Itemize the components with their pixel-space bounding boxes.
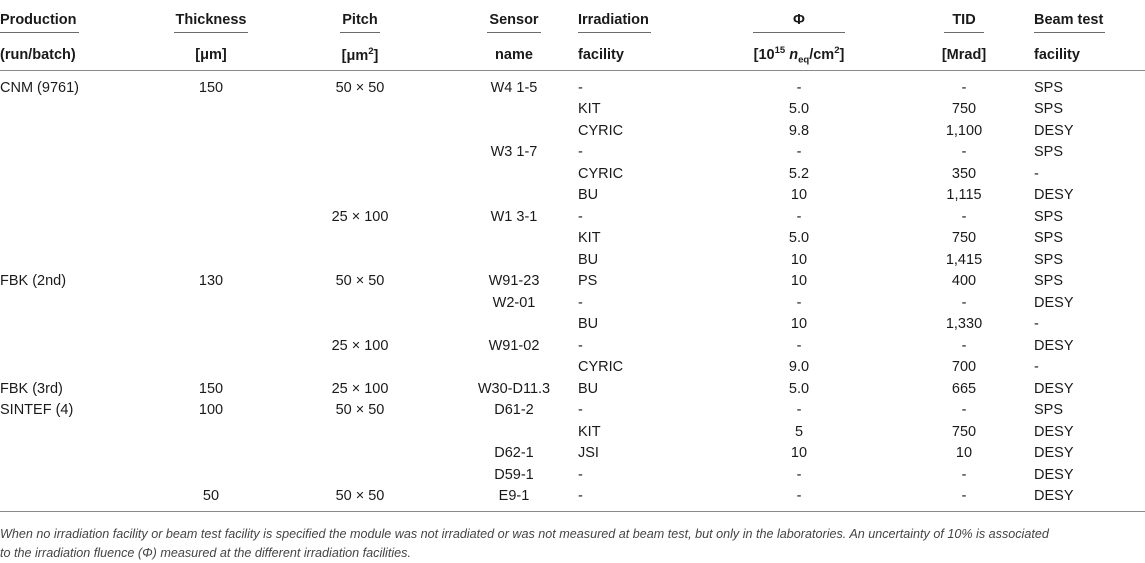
cell-production: FBK (2nd) bbox=[0, 273, 67, 290]
cell-irradiation: BU bbox=[578, 251, 599, 268]
cell-beam-test: DESY bbox=[1034, 187, 1074, 204]
table-row bbox=[0, 314, 1145, 336]
cell-pitch: 25 × 100 bbox=[331, 337, 389, 354]
cell-pitch bbox=[270, 292, 450, 314]
cell-irradiation: BU bbox=[578, 380, 599, 397]
cell-sensor bbox=[450, 163, 578, 185]
table-row bbox=[0, 443, 1145, 465]
cell-irradiation: - bbox=[578, 337, 583, 354]
cell-production: CNM (9761) bbox=[0, 79, 79, 96]
cell-tid: - bbox=[894, 486, 1034, 512]
table-row bbox=[0, 378, 1145, 400]
cell-phi: - bbox=[796, 294, 802, 311]
cell-thickness bbox=[152, 163, 270, 185]
cell-pitch bbox=[270, 357, 450, 379]
cell-phi: 5.0 bbox=[788, 101, 810, 118]
cell-thickness bbox=[152, 99, 270, 121]
cell-phi: 5.0 bbox=[788, 230, 810, 247]
header-tid-sub: [Mrad] bbox=[894, 40, 1034, 71]
cell-thickness bbox=[152, 142, 270, 164]
cell-thickness: 150 bbox=[198, 380, 224, 397]
table-row bbox=[0, 163, 1145, 185]
table-footnote bbox=[0, 525, 1140, 563]
cell-thickness bbox=[152, 206, 270, 228]
cell-beam-test: SPS bbox=[1034, 230, 1064, 247]
cell-pitch bbox=[270, 421, 450, 443]
header-phi: Φ bbox=[704, 0, 894, 40]
cell-phi: - bbox=[796, 144, 802, 161]
cell-production bbox=[0, 228, 152, 250]
table-row bbox=[0, 120, 1145, 142]
cell-production bbox=[0, 185, 152, 207]
cell-tid: 1,415 bbox=[945, 251, 983, 268]
header-thickness: Thickness bbox=[152, 0, 270, 40]
cell-beam-test: DESY bbox=[1034, 380, 1074, 397]
cell-production bbox=[0, 421, 152, 443]
cell-production bbox=[0, 314, 152, 336]
footnote-line-2: to the irradiation fluence (Φ) measured at the different irradiation facilities. bbox=[0, 546, 411, 560]
header-sensor-sub: name bbox=[450, 40, 578, 71]
cell-irradiation: JSI bbox=[578, 445, 599, 462]
cell-tid: 750 bbox=[951, 423, 977, 440]
cell-irradiation: CYRIC bbox=[578, 122, 624, 139]
cell-sensor: W30-D11.3 bbox=[477, 380, 551, 397]
cell-production bbox=[0, 142, 152, 164]
header-irradiation: Irradiation bbox=[578, 0, 704, 40]
cell-phi: 9.8 bbox=[788, 122, 810, 139]
cell-tid: 1,330 bbox=[945, 316, 983, 333]
cell-pitch: 50 × 50 bbox=[335, 273, 385, 290]
cell-beam-test: DESY bbox=[1034, 423, 1074, 440]
cell-sensor: W91-02 bbox=[488, 337, 540, 354]
cell-irradiation: - bbox=[578, 466, 583, 483]
cell-sensor: D62-1 bbox=[494, 445, 534, 462]
cell-production bbox=[0, 486, 152, 512]
cell-irradiation: CYRIC bbox=[578, 165, 624, 182]
cell-beam-test: SPS bbox=[1034, 402, 1064, 419]
header-sensor: Sensor bbox=[450, 0, 578, 40]
cell-production bbox=[0, 292, 152, 314]
cell-pitch bbox=[270, 120, 450, 142]
cell-tid: - bbox=[961, 79, 967, 96]
cell-pitch bbox=[270, 314, 450, 336]
cell-tid: 1,115 bbox=[946, 187, 982, 204]
cell-tid: - bbox=[961, 144, 967, 161]
cell-beam-test: - bbox=[1034, 359, 1039, 376]
table-row bbox=[0, 421, 1145, 443]
table-row bbox=[0, 228, 1145, 250]
cell-phi: - bbox=[704, 486, 894, 512]
cell-production: FBK (3rd) bbox=[0, 380, 63, 397]
cell-thickness bbox=[152, 292, 270, 314]
cell-thickness bbox=[152, 464, 270, 486]
cell-irradiation: BU bbox=[578, 316, 599, 333]
cell-phi: - bbox=[796, 208, 802, 225]
cell-pitch: 25 × 100 bbox=[331, 380, 389, 397]
cell-irradiation: - bbox=[578, 294, 583, 311]
cell-production bbox=[0, 357, 152, 379]
cell-phi: 10 bbox=[790, 316, 808, 333]
cell-phi: 5.2 bbox=[788, 165, 810, 182]
cell-tid: 750 bbox=[951, 230, 977, 247]
cell-thickness bbox=[152, 228, 270, 250]
cell-thickness bbox=[152, 314, 270, 336]
cell-tid: 1,100 bbox=[945, 122, 983, 139]
cell-thickness: 150 bbox=[198, 79, 224, 96]
cell-pitch bbox=[270, 142, 450, 164]
cell-phi: 10 bbox=[790, 187, 808, 204]
cell-beam-test: DESY bbox=[1034, 294, 1074, 311]
cell-phi: 10 bbox=[790, 273, 808, 290]
header-production: Production bbox=[0, 0, 152, 40]
cell-sensor bbox=[450, 99, 578, 121]
cell-pitch bbox=[270, 185, 450, 207]
header-row-2 bbox=[0, 40, 1145, 71]
cell-irradiation: KIT bbox=[578, 230, 601, 247]
cell-sensor: W2-01 bbox=[492, 294, 536, 311]
header-tid: TID bbox=[894, 0, 1034, 40]
cell-tid: - bbox=[961, 337, 967, 354]
table-row bbox=[0, 206, 1145, 228]
header-beam-test: Beam test bbox=[1034, 0, 1145, 40]
cell-pitch bbox=[270, 163, 450, 185]
cell-sensor: W3 1-7 bbox=[490, 144, 538, 161]
cell-production: SINTEF (4) bbox=[0, 402, 74, 419]
cell-irradiation: KIT bbox=[578, 101, 601, 118]
cell-sensor bbox=[450, 314, 578, 336]
cell-sensor: W91-23 bbox=[488, 273, 540, 290]
cell-sensor: D59-1 bbox=[494, 466, 534, 483]
cell-beam-test: DESY bbox=[1034, 337, 1074, 354]
table-row bbox=[0, 71, 1145, 99]
cell-tid: 750 bbox=[951, 101, 977, 118]
cell-phi: - bbox=[796, 402, 802, 419]
cell-pitch: 50 × 50 bbox=[270, 486, 450, 512]
cell-sensor: D61-2 bbox=[494, 402, 534, 419]
table-row bbox=[0, 271, 1145, 293]
cell-pitch: 50 × 50 bbox=[335, 79, 385, 96]
header-beam-sub: facility bbox=[1034, 40, 1145, 71]
cell-tid: - bbox=[961, 208, 967, 225]
cell-beam-test: SPS bbox=[1034, 101, 1064, 118]
cell-beam-test: SPS bbox=[1034, 79, 1064, 96]
table-row bbox=[0, 400, 1145, 422]
cell-sensor bbox=[450, 228, 578, 250]
cell-production bbox=[0, 249, 152, 271]
cell-tid: 400 bbox=[951, 273, 977, 290]
cell-production bbox=[0, 163, 152, 185]
table-row bbox=[0, 486, 1145, 512]
table-row bbox=[0, 292, 1145, 314]
cell-thickness bbox=[152, 249, 270, 271]
cell-irradiation: - bbox=[578, 486, 704, 512]
cell-thickness bbox=[152, 335, 270, 357]
cell-pitch bbox=[270, 443, 450, 465]
cell-pitch bbox=[270, 228, 450, 250]
cell-sensor bbox=[450, 249, 578, 271]
cell-sensor: E9-1 bbox=[450, 486, 578, 512]
cell-irradiation: - bbox=[578, 79, 583, 96]
cell-phi: 5 bbox=[794, 423, 804, 440]
cell-beam-test: SPS bbox=[1034, 208, 1064, 225]
cell-production bbox=[0, 120, 152, 142]
cell-pitch: 50 × 50 bbox=[335, 402, 385, 419]
cell-production bbox=[0, 99, 152, 121]
table-row bbox=[0, 357, 1145, 379]
header-row-1 bbox=[0, 0, 1145, 40]
cell-production bbox=[0, 443, 152, 465]
cell-irradiation: BU bbox=[578, 187, 599, 204]
cell-irradiation: - bbox=[578, 402, 583, 419]
header-pitch: Pitch bbox=[270, 0, 450, 40]
cell-beam-test: DESY bbox=[1034, 445, 1074, 462]
cell-phi: 10 bbox=[790, 251, 808, 268]
cell-tid: 700 bbox=[951, 359, 977, 376]
table-row bbox=[0, 185, 1145, 207]
cell-tid: - bbox=[961, 466, 967, 483]
footnote-line-1: When no irradiation facility or beam test facility is specified the module was not irradiated or was not measured at beam test, but only in the laboratories. An uncertainty of 10% is associated bbox=[0, 527, 1049, 541]
header-thickness-sub: [μm] bbox=[152, 40, 270, 71]
cell-sensor bbox=[450, 185, 578, 207]
cell-irradiation: KIT bbox=[578, 423, 601, 440]
cell-tid: 10 bbox=[955, 445, 973, 462]
cell-beam-test: - bbox=[1034, 316, 1039, 333]
cell-irradiation: - bbox=[578, 144, 583, 161]
cell-irradiation: - bbox=[578, 208, 583, 225]
cell-thickness bbox=[152, 185, 270, 207]
cell-thickness: 100 bbox=[198, 402, 224, 419]
cell-irradiation: PS bbox=[578, 273, 598, 290]
cell-production bbox=[0, 206, 152, 228]
cell-tid: - bbox=[961, 294, 967, 311]
header-irradiation-sub: facility bbox=[578, 40, 704, 71]
cell-phi: 9.0 bbox=[788, 359, 810, 376]
header-production-sub: (run/batch) bbox=[0, 40, 152, 71]
cell-irradiation: CYRIC bbox=[578, 359, 624, 376]
cell-tid: 665 bbox=[951, 380, 977, 397]
cell-tid: - bbox=[961, 402, 967, 419]
cell-beam-test: DESY bbox=[1034, 122, 1074, 139]
cell-thickness bbox=[152, 443, 270, 465]
cell-phi: - bbox=[796, 79, 802, 96]
table-row bbox=[0, 99, 1145, 121]
cell-thickness: 130 bbox=[198, 273, 224, 290]
cell-tid: 350 bbox=[951, 165, 977, 182]
cell-phi: - bbox=[796, 337, 802, 354]
header-phi-sub: [$10^{15}$ $n_{eq}/cm^2$] bbox=[704, 40, 894, 71]
cell-production bbox=[0, 464, 152, 486]
cell-sensor bbox=[450, 357, 578, 379]
cell-phi: - bbox=[796, 466, 802, 483]
header-pitch-sub: $[\mu m^2]$ bbox=[270, 40, 450, 71]
cell-thickness bbox=[152, 357, 270, 379]
table-row bbox=[0, 249, 1145, 271]
cell-production bbox=[0, 335, 152, 357]
cell-thickness bbox=[152, 120, 270, 142]
cell-pitch bbox=[270, 249, 450, 271]
cell-pitch bbox=[270, 464, 450, 486]
cell-pitch bbox=[270, 99, 450, 121]
cell-phi: 5.0 bbox=[788, 380, 810, 397]
cell-beam-test: DESY bbox=[1034, 466, 1074, 483]
cell-beam-test: - bbox=[1034, 165, 1039, 182]
cell-beam-test: SPS bbox=[1034, 144, 1064, 161]
cell-phi: 10 bbox=[790, 445, 808, 462]
cell-beam-test: SPS bbox=[1034, 273, 1064, 290]
cell-thickness: 50 bbox=[152, 486, 270, 512]
cell-sensor: W4 1-5 bbox=[490, 79, 538, 96]
cell-sensor bbox=[450, 421, 578, 443]
table-row bbox=[0, 335, 1145, 357]
cell-pitch: 25 × 100 bbox=[331, 208, 389, 225]
cell-beam-test: DESY bbox=[1034, 486, 1145, 512]
table-row bbox=[0, 142, 1145, 164]
cell-sensor bbox=[450, 120, 578, 142]
cell-beam-test: SPS bbox=[1034, 251, 1064, 268]
cell-sensor: W1 3-1 bbox=[490, 208, 538, 225]
table-row bbox=[0, 464, 1145, 486]
cell-thickness bbox=[152, 421, 270, 443]
